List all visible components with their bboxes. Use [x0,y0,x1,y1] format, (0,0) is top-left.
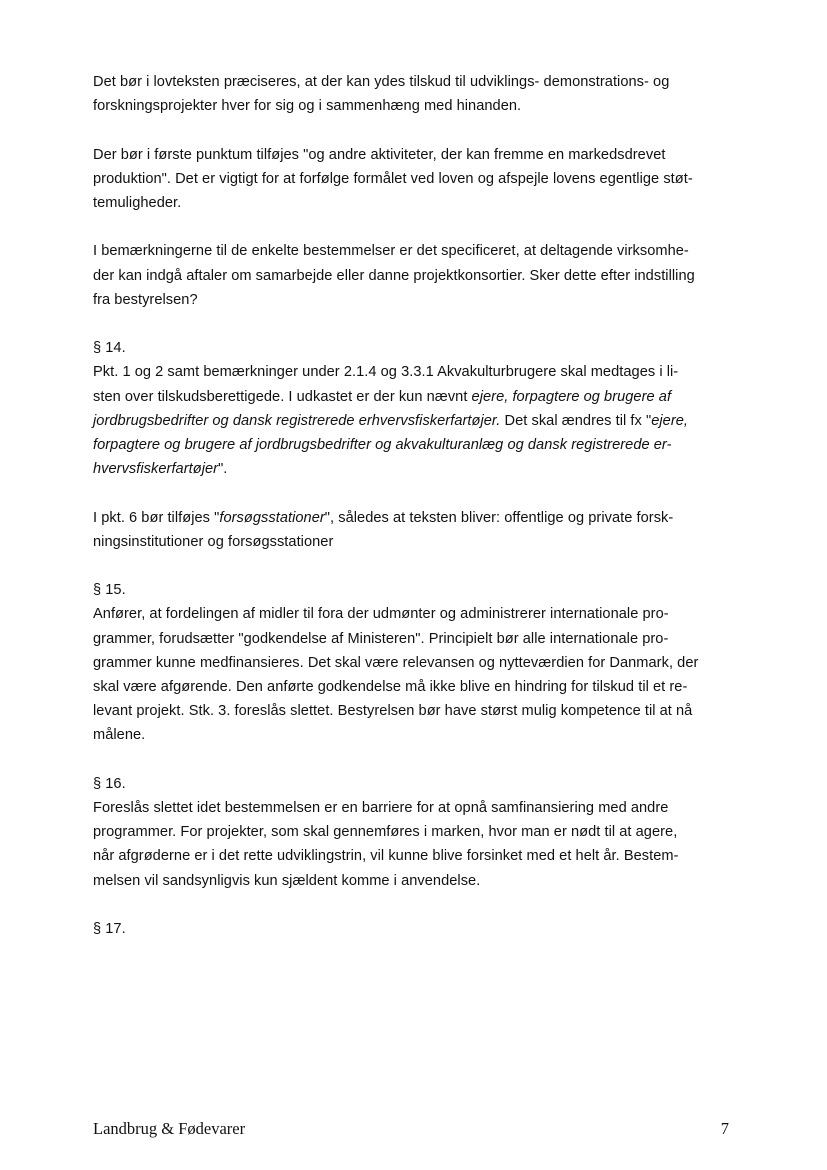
paragraph-pkt-6 [93,506,743,554]
text-line: Der bør i første punktum tilføjes "og andre aktiviteter, der kan fremme en markedsdrevet [93,146,666,163]
text-line: levant projekt. Stk. 3. foreslås slettet. Bestyrelsen bør have størst mulig kompetence til at nå [93,703,693,720]
section-16 [93,772,743,893]
section-heading: § 17. [93,921,126,937]
text-run: sten over tilskudsberettigede. I udkastet er der kun nævnt [93,388,472,405]
text-line: I bemærkningerne til de enkelte bestemmelser er det specificeret, at deltagende virksomhe- [93,243,689,260]
paragraph-lovteksten [93,70,743,118]
text-line: der kan indgå aftaler om samarbejde eller danne projektkonsortier. Sker dette efter indstilling [93,267,695,284]
section-heading: § 15. [93,582,126,599]
text-line: melsen vil sandsynligvis kun sjældent komme i anvendelse. [93,872,481,889]
text-line: Foreslås slettet idet bestemmelsen er en barriere for at opnå samfinansiering med andre [93,800,669,816]
section-heading: § 16. [93,775,126,792]
page-number: 7 [720,1119,729,1138]
text-line: produktion". Det er vigtigt for at forfølge formålet ved loven og afspejle lovens egentlige støt- [93,170,693,187]
text-line: Pkt. 1 og 2 samt bemærkninger under 2.1.4 og 3.3.1 Akvakulturbrugere skal medtages i li- [93,364,679,381]
italic-run: forsøgsstationer [219,509,325,526]
section-17 [93,917,743,941]
italic-run: jordbrugsbedrifter og dansk registrerede erhvervsfiskerfartøjer. [93,412,501,429]
footer-organization: Landbrug & Fødevarer [93,1119,246,1138]
text-line: når afgrøderne er i det rette udviklingstrin, vil kunne blive forsinket med et helt år. Bestem- [93,848,679,865]
section-15 [93,578,743,747]
italic-run: hvervsfiskerfartøjer [93,461,219,478]
paragraph-foerste-punktum [93,143,743,216]
section-14 [93,336,743,481]
italic-run: ejere, forpagtere og brugere af [471,388,672,405]
text-line: grammer, forudsætter "godkendelse af Ministeren". Principielt bør alle internationale pro- [93,630,669,647]
italic-run: ejere, [651,412,689,429]
text-run: Det skal ændres til fx " [500,412,652,429]
paragraph-bemaerkningerne [93,239,743,312]
text-line: målene. [93,727,146,744]
text-line: grammer kunne medfinansieres. Det skal være relevansen og nytteværdien for Danmark, der [93,654,699,671]
text-run: I pkt. 6 bør tilføjes " [93,509,220,526]
text-line [93,457,743,481]
text-run: ". [218,461,228,478]
text-line: ningsinstitutioner og forsøgsstationer [93,533,334,550]
text-line: skal være afgørende. Den anførte godkendelse må ikke blive en hindring for tilskud til et re- [93,679,688,695]
italic-run: forpagtere og brugere af jordbrugsbedrifter og akvakulturanlæg og dansk registrerede er- [93,437,672,453]
text-line [93,433,743,457]
text-line [93,506,743,530]
document-body [93,70,743,941]
text-line: temuligheder. [93,195,182,211]
text-line: forskningsprojekter hver for sig og i sammenhæng med hinanden. [93,98,522,115]
text-run: ", således at teksten bliver: offentlige og private forsk- [324,509,674,526]
section-heading: § 14. [93,340,126,357]
text-line [93,385,743,409]
text-line: Det bør i lovteksten præciseres, at der kan ydes tilskud til udviklings- demonstrations- og [93,74,670,90]
text-line: fra bestyrelsen? [93,291,198,308]
text-line [93,409,743,433]
text-line: Anfører, at fordelingen af midler til fora der udmønter og administrerer internationale pro- [93,606,669,623]
text-line: programmer. For projekter, som skal gennemføres i marken, hvor man er nødt til at agere, [93,824,678,841]
